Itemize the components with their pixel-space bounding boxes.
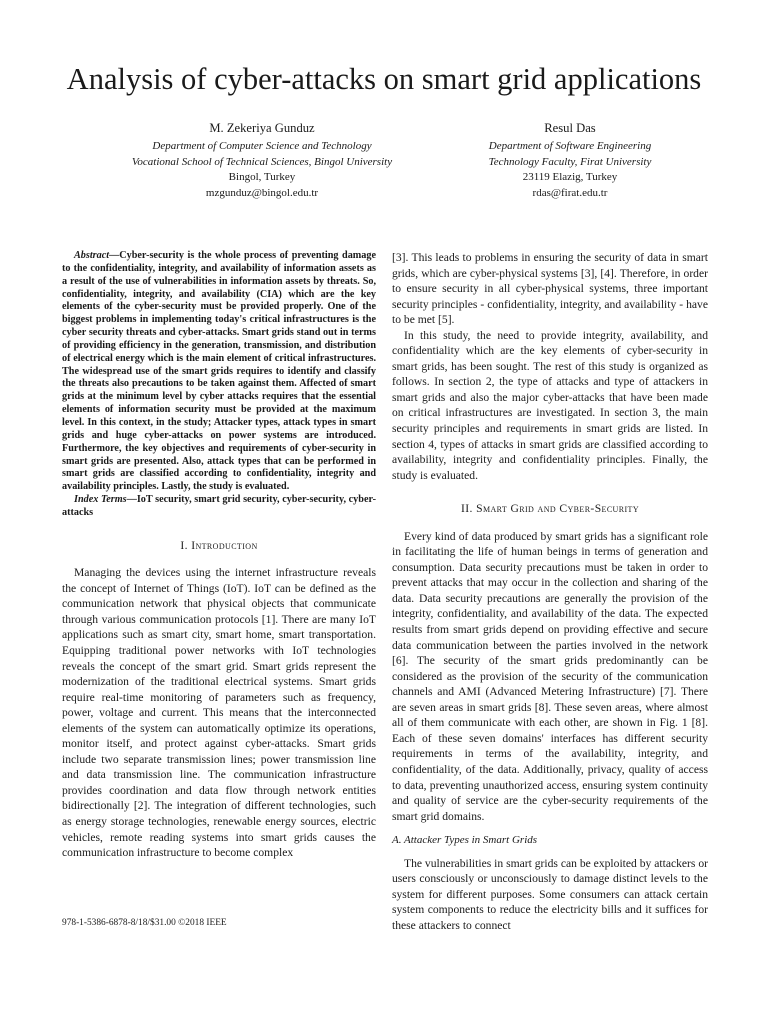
author-block-2 — [400, 120, 740, 201]
abstract-label: Abstract — [74, 250, 110, 261]
abstract-text: —Cyber-security is the whole process of preventing damage to the confidentiality, integrity, and availability of information assets as a result of the use of vulnerabilities in information assets by threats. So, confidentiality, integrity, and availability (CIA) which are the key elements of the cyber-security must be provided properly. One of the biggest problems in implementing today's critical infrastructures is the cyber security threats and cyber-attacks. Smart grids stand out in terms of providing efficiency in the generation, transmission, and distribution of electrical energy which is the main element of critical infrastructures. The widespread use of the smart grids requires to identify and classify the threats also precautions to be taken against them. Affected of smart grids at the minimum level by cyber attacks requires that the essential elements of information security must be provided at the maximum level. In this context, in the study; Attacker types, attack types in smart grids and huge cyber-attacks on power systems are introduced. Furthermore, the key objectives and requirements of cyber-security in smart grids are presented. Also, attack types that can be performed in smart grids are classified according to confidentiality, integrity and availability principles. Lastly, the study is evaluated. — [62, 250, 376, 493]
section-heading-introduction: I. Introduction — [180, 538, 258, 552]
index-terms-text: —IoT security, smart grid security, cyber-security, cyber-attacks — [62, 494, 376, 518]
index-terms-label: Index Terms — [74, 494, 127, 506]
author-location: Bingol, Turkey — [228, 171, 296, 183]
index-terms — [62, 494, 376, 520]
author-school: Technology Faculty, Firat University — [488, 155, 652, 168]
author-email: mzgunduz@bingol.edu.tr — [205, 186, 319, 199]
right-column — [392, 250, 708, 933]
author-department: Department of Software Engineering — [488, 140, 652, 152]
paragraph: Every kind of data produced by smart grids has a significant role in facilitating the life of human beings in terms of generation and consumption. Data security precautions must be taken in order to prevent attacks that may occur in the collection and sharing of the data. Data security precautions are generally the provision of the integrity, confidentiality, and availability of the data. The expected results from smart grids depend on providing effective and secure data communication between the parties involved in the network [6]. The security of the smart grids predominantly can be considered as the provision of the security of the communication channels and AMI (Advanced Metering Infrastructure) [7]. There are seven areas in smart grids [8]. These seven areas, where almost all of them communicate with each other, are shown in Fig. 1 [8]. Each of these seven domains' interfaces has different security requirements in terms of the availability, integrity, and confidentiality, of the data. Additionally, privacy, quality of access to data, preventing unauthorized access, ensuring system continuity and quality of service are the cyber-security requirements of the smart grid domains. — [392, 529, 708, 823]
author-name: M. Zekeriya Gunduz — [209, 121, 315, 135]
paper-title: Analysis of cyber-attacks on smart grid applications — [66, 62, 702, 96]
left-column — [62, 250, 376, 861]
paragraph: In this study, the need to provide integrity, availability, and confidentiality which are the key elements of cyber-security in smart grids, has been sought. The rest of this study is organized as follows. In section 2, the type of attacks and type of attackers in smart grids and also the major cyber-attacks that have been made on critical infrastructures are investigated. In section 3, the main security principles and requirements in smart grids are listed. In section 4, types of attacks in smart grids are classified according to availability, integrity and confidentiality principles. Finally, the study is evaluated. — [392, 328, 708, 482]
copyright-notice: 978-1-5386-6878-8/18/$31.00 ©2018 IEEE — [62, 918, 227, 928]
author-location: 23119 Elazig, Turkey — [522, 171, 618, 183]
paragraph: The vulnerabilities in smart grids can be exploited by attackers or users consciously or unconsciously to damage distinct levels to the system for different purposes. Some consumers can attack certain system components to reduce the electricity bills and it suffices for these attackers to connect — [392, 856, 708, 932]
paragraph: [3]. This leads to problems in ensuring the security of data in smart grids, which are cyber-physical systems [3], [4]. Therefore, in order to ensure security in all cyber-physical systems, three important security principles - confidentiality, integrity, and availability - have to be met [5]. — [392, 251, 708, 327]
author-department: Department of Computer Science and Technology — [152, 140, 372, 152]
subsection-heading-attacker-types: A. Attacker Types in Smart Grids — [392, 834, 538, 847]
paragraph: Managing the devices using the internet infrastructure reveals the concept of Internet of Things (IoT). IoT can be defined as the communication network that physical objects that communicate through various communication protocols [1]. There are many IoT applications such as smart city, smart home, smart transportation. Equipping traditional power networks with IoT technologies reveals the concept of the smart grid. Smart grids represent the modernization of the traditional electrical systems. Smart grids require real-time monitoring of parameters such as frequency, power, voltage and current. This means that the interconnected elements of the system can automatically optimize its operations, monitor itself, and protect against cyber-attacks. Smart grids include two separate transmission lines; power transmission line and data transmission line. The communication infrastructure provides coordination and data flow through network entities bidirectionally [2]. The integration of different technologies, such as energy storage technologies, renewable energy sources, electric vehicles, remote reading systems into smart grids causes the communication infrastructure to become complex — [62, 566, 376, 860]
abstract — [62, 250, 376, 494]
author-name: Resul Das — [544, 121, 596, 135]
author-block-1 — [92, 120, 432, 201]
author-school: Vocational School of Technical Sciences, Bingol University — [131, 155, 393, 168]
author-email: rdas@firat.edu.tr — [532, 186, 608, 199]
section-heading-smart-grid: II. Smart Grid and Cyber-Security — [460, 502, 640, 516]
